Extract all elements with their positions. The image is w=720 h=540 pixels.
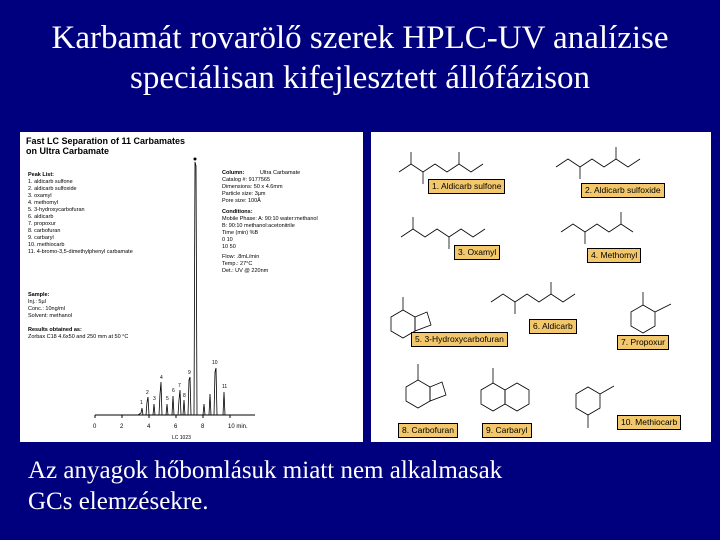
title-line-1: Karbamát rovarölő szerek HPLC-UV analízise [51,20,669,56]
peak-list-item: 5. 3-hydroxycarbofuran [28,207,85,213]
structures-panel [371,132,711,442]
structure-bond [600,386,614,394]
structure-label: 1. Aldicarb sulfone [428,179,505,194]
structure-furan-ring [430,382,446,401]
x-tick-label: 10 min. [228,424,248,430]
peak-number: 7 [178,383,181,389]
structure-aldicarb-sulfone [399,164,483,172]
peak-list-item: 10. methiocarb [28,242,65,248]
slide-footer [28,455,502,517]
column-label: Column: [222,170,245,176]
conditions-title: Conditions: [222,209,253,215]
peak-number: 11 [222,384,228,390]
sample-row: Solvent: methanol [28,313,73,319]
peak-list-title: Peak List: [28,172,54,178]
chromatogram-trace [95,162,255,415]
peak-list-item: 9. carbaryl [28,235,54,241]
peak-list-item: 3. oxamyl [28,193,52,199]
peak-list-item: 8. carbofuran [28,228,61,234]
structure-label: 3. Oxamyl [454,245,500,260]
conditions-row: 10 50 [222,244,236,250]
structure-oxamyl [401,229,485,237]
peak-number: 8 [183,393,186,399]
peak-list-item: 2. aldicarb sulfoxide [28,186,77,192]
structure-label: 2. Aldicarb sulfoxide [581,183,665,198]
peak-apex-marker [194,158,197,161]
peak-list-item: 11. 4-bromo-3,5-dimethylphenyl carbamate [28,249,133,255]
flow-row: Flow: .8mL/min [222,254,260,260]
sample-row: Inj.: 5µl [28,299,46,305]
peak-number: 1 [140,400,143,406]
chromatogram-plot [20,132,363,442]
peak-list-item: 6. aldicarb [28,214,54,220]
chromatogram-panel [20,132,363,442]
structure-methiocarb [576,387,600,415]
chromatogram-heading-line-2: on Ultra Carbamate [26,146,110,156]
peak-number: 10 [212,360,218,366]
structure-label: 8. Carbofuran [398,423,458,438]
structure-methomyl [561,224,633,232]
x-tick-label: 6 [174,424,178,430]
conditions-row: B: 90:10 methanol:acetonitrile [222,223,295,229]
peak-number: 3 [153,396,156,402]
column-row: Catalog #: 9177565 [222,177,271,183]
x-tick-label: 2 [120,424,124,430]
footer-line-2: GCs elemzésekre. [28,488,209,515]
structure-label: 7. Propoxur [617,335,669,350]
structure-propoxur [631,305,655,333]
structure-drawings [371,132,711,442]
footer-line-1: Az anyagok hőbomlásuk miatt nem alkalmasak [28,457,503,484]
column-row: Pore size: 100Å [222,198,261,204]
x-tick-label: 0 [93,424,97,430]
title-line-2: speciálisan kifejlesztett állófázison [130,60,590,96]
x-tick-label: 4 [147,424,151,430]
column-row: Dimensions: 50 x 4.6mm [222,184,283,190]
peak-list-item: 1. aldicarb sulfone [28,179,73,185]
peak-number: 6 [172,388,175,394]
structure-label: 4. Methomyl [587,248,641,263]
slide-title [0,18,720,98]
column-row: Particle size: 3µm [222,191,266,197]
structure-bond [655,304,671,312]
structure-carbofuran [406,380,430,408]
peak-list-item: 4. methomyl [28,200,58,206]
peak-number: 2 [146,390,149,396]
structure-naphthalene-ring [505,383,529,411]
peak-number: 5 [166,396,169,402]
structure-label: 9. Carbaryl [482,423,532,438]
sample-row: Conc.: 10ng/ml [28,306,65,312]
x-tick-label: 8 [201,424,205,430]
chromatogram-heading-line-1: Fast LC Separation of 11 Carbamates [26,136,186,146]
notes-text: Zorbax C18 4.6x50 and 250 mm at 50 °C [28,334,129,340]
notes-title: Results obtained as: [28,327,82,333]
column-value: Ultra Carbamate [259,170,301,176]
structure-furan-ring [415,312,431,331]
structure-carbaryl [481,383,505,411]
peak-number: 4 [160,375,163,381]
flow-row: Temp.: 27°C [222,261,253,267]
structure-label: 10. Methiocarb [617,415,681,430]
sample-title: Sample: [28,292,50,298]
conditions-row: 0 10 [222,237,233,243]
structure-aldicarb-sulfoxide [556,159,640,167]
flow-row: Det.: UV @ 220nm [222,268,269,274]
x-axis-unit: LC 1023 [172,435,191,441]
structure-label: 6. Aldicarb [529,319,577,334]
peak-list-item: 7. propoxur [28,221,56,227]
structure-aldicarb [491,294,575,302]
structure-label: 5. 3-Hydroxycarbofuran [411,332,508,347]
peak-number: 9 [188,370,191,376]
conditions-row: Time (min) %B [222,230,259,236]
conditions-row: Mobile Phase: A: 90:10 water:methanol [222,216,318,222]
